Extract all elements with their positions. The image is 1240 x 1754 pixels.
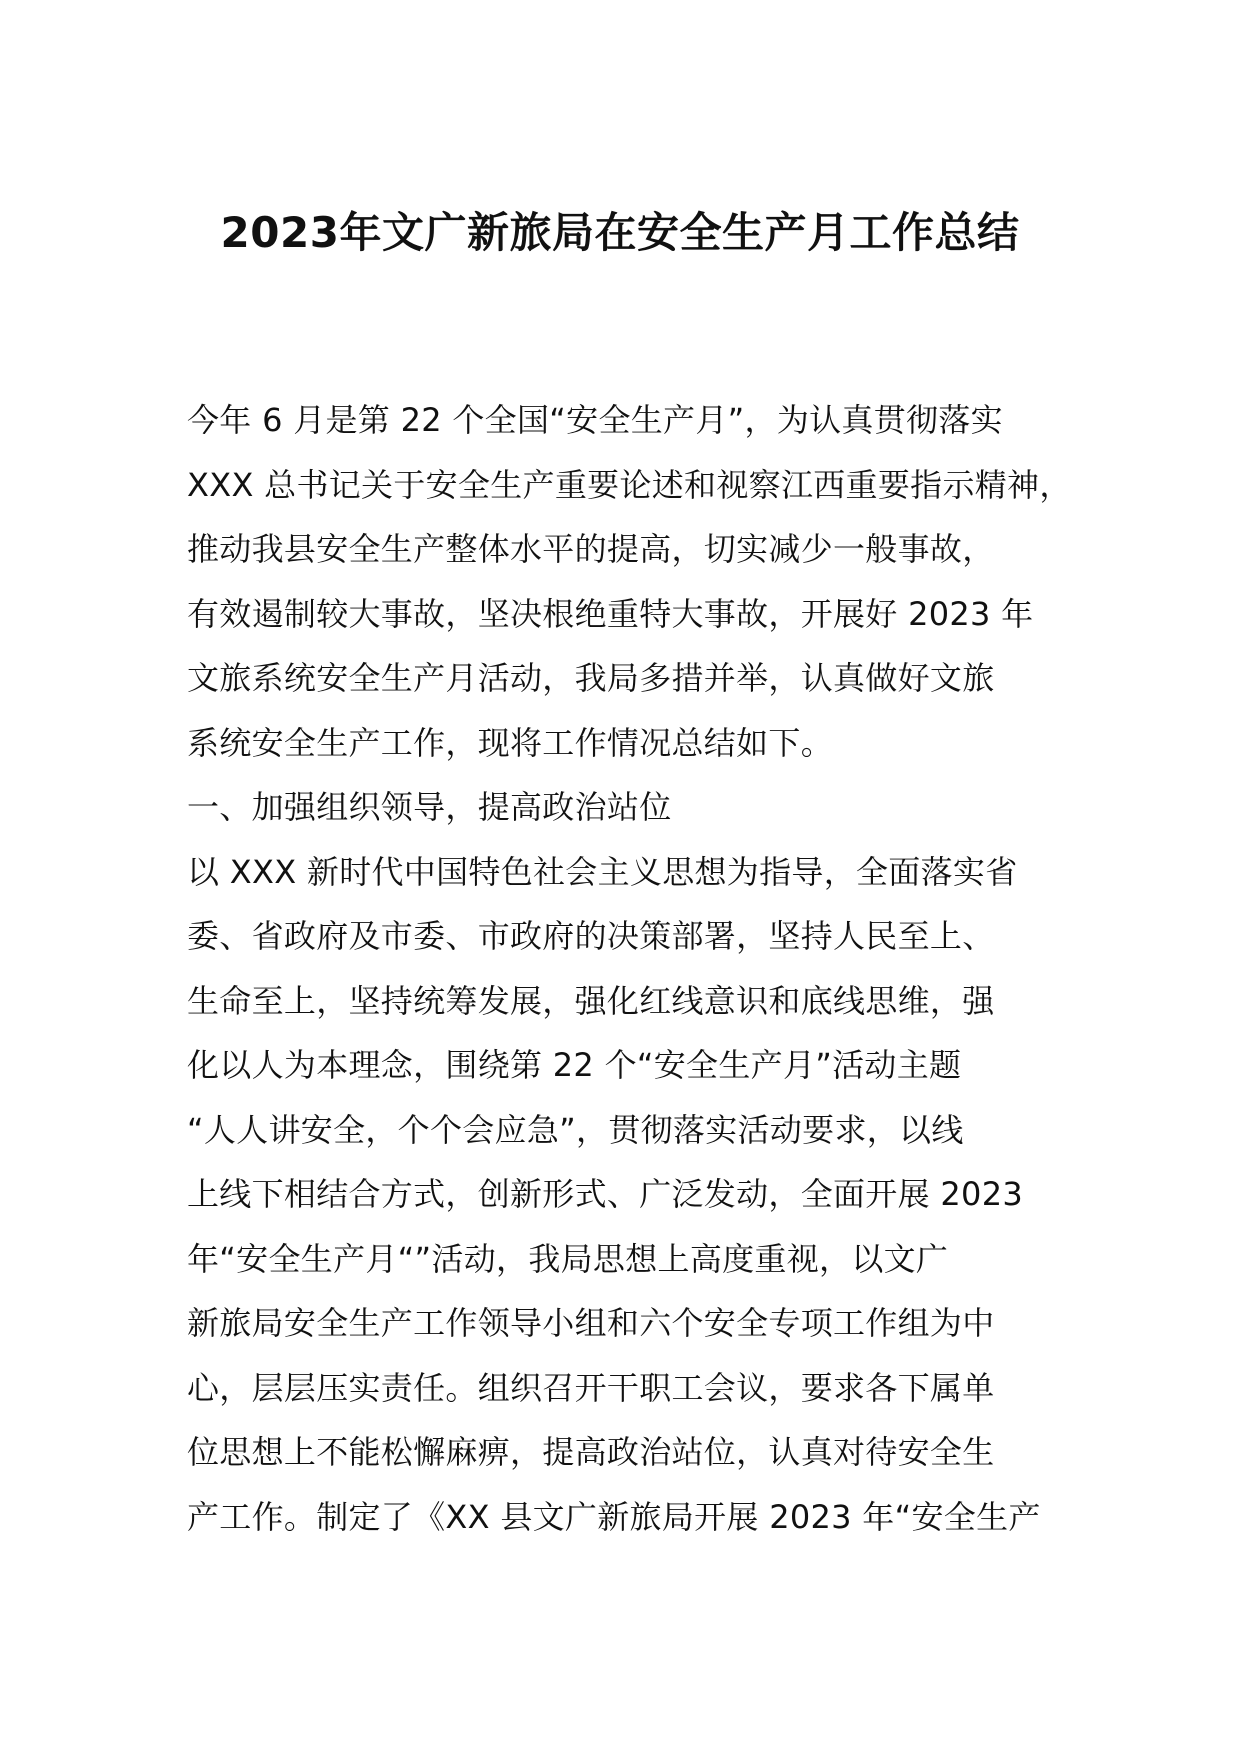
body-line: 文旅系统安全生产月活动，我局多措并举，认真做好文旅	[187, 659, 995, 697]
document-title: 2023年文广新旅局在安全生产月工作总结	[220, 208, 1020, 257]
body-line: “人人讲安全，个个会应急”，贯彻落实活动要求，以线	[187, 1110, 964, 1149]
body-line: 系统安全生产工作，现将工作情况总结如下。	[187, 723, 834, 762]
body-line: 产工作。制定了《XX 县文广新旅局开展 2023 年“安全生产	[187, 1497, 1041, 1536]
body-line: XXX 总书记关于安全生产重要论述和视察江西重要指示精神，	[187, 465, 1072, 504]
body-line: 以 XXX 新时代中国特色社会主义思想为指导，全面落实省	[187, 852, 1018, 891]
document-body	[187, 388, 1072, 1549]
body-line: 委、省政府及市委、市政府的决策部署，坚持人民至上、	[187, 917, 995, 955]
body-line: 生命至上，坚持统筹发展，强化红线意识和底线思维，强	[187, 981, 995, 1020]
body-line: 有效遏制较大事故，坚决根绝重特大事故，开展好 2023 年	[187, 594, 1034, 633]
body-line: 年“安全生产月“”活动，我局思想上高度重视，以文广	[187, 1239, 949, 1278]
body-line: 化以人为本理念，围绕第 22 个“安全生产月”活动主题	[187, 1046, 962, 1084]
body-line: 新旅局安全生产工作领导小组和六个安全专项工作组为中	[187, 1304, 995, 1342]
section-heading: 一、加强组织领导，提高政治站位	[187, 788, 672, 826]
body-line: 位思想上不能松懈麻痹，提高政治站位，认真对待安全生	[187, 1433, 995, 1471]
body-line: 推动我县安全生产整体水平的提高，切实减少一般事故，	[187, 530, 995, 568]
body-line: 上线下相结合方式，创新形式、广泛发动，全面开展 2023	[187, 1175, 1024, 1213]
body-line: 今年 6 月是第 22 个全国“安全生产月”，为认真贯彻落实	[187, 401, 1003, 439]
body-line: 心，层层压实责任。组织召开干职工会议，要求各下属单	[187, 1368, 995, 1407]
